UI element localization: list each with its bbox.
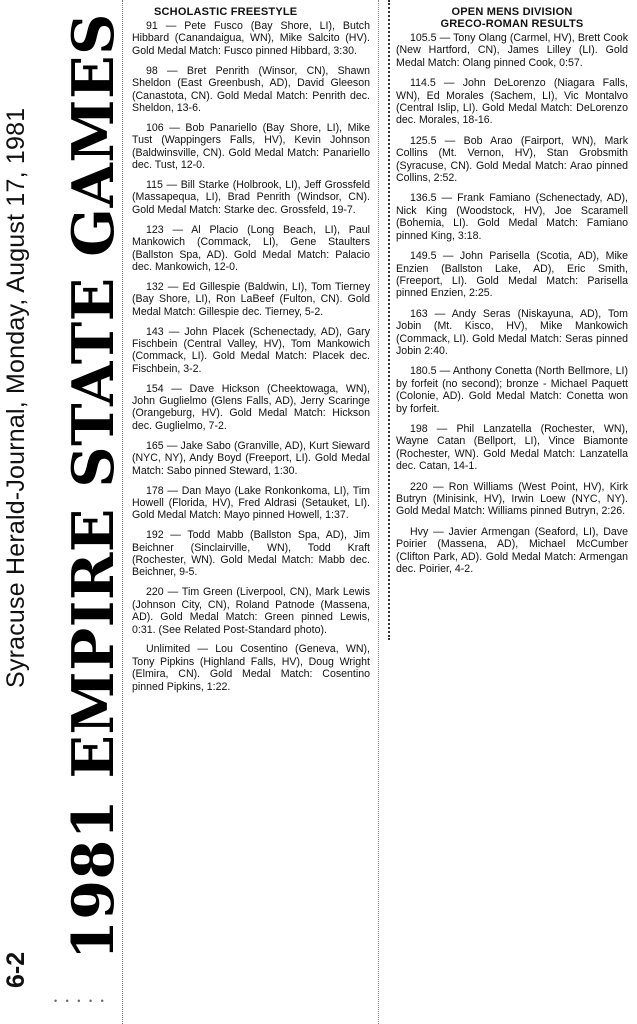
result-entry: 125.5 — Bob Arao (Fairport, WN), Mark Collins (Mt. Vernon, HV), Stan Grobsmith (Syracuse, CN). Gold Medal Match: Arao pinned Collins, 2:52. [396, 134, 628, 185]
result-entry: 178 — Dan Mayo (Lake Ronkonkoma, LI), Tim Howell (Florida, HV), Fred Aldrasi (Setauket, LI). Gold Medal Match: Mayo pinned Howell, 1:37. [132, 484, 370, 522]
result-entry: 154 — Dave Hickson (Cheektowaga, WN), John Guglielmo (Glens Falls, AD), Jerry Scaringe (Orangeburg, HV). Gold Medal Match: Hickson dec. Guglielmo, 7-2. [132, 382, 370, 432]
sidebar [0, 0, 128, 1024]
column-rule-left [122, 0, 123, 1024]
publication-dateline: Syracuse Herald-Journal, Monday, August 17, 1981 [2, 107, 30, 688]
result-entry: 220 — Ron Williams (West Point, HV), Kirk Butryn (Minisink, HV), Irwin Loew (NYC, NY). Gold Medal Match: Williams pinned Butryn, 2:26. [396, 480, 628, 518]
headline-strip [60, 13, 130, 960]
result-entry: 180.5 — Anthony Conetta (North Bellmore, LI) by forfeit (no second); bronze - Michael Paquett (Colonie, AD). Gold Medal Match: Conetta won by forfeit. [396, 365, 628, 415]
bottom-marks: • • • • • [54, 996, 107, 1006]
result-entry: 115 — Bill Starke (Holbrook, LI), Jeff Grossfeld (Massapequa, LI), Brad Penrith (Windsor, CN). Gold Medal Match: Starke dec. Grossfeld, 19-7. [132, 178, 370, 216]
open-mens-heading-line2: GRECO-ROMAN RESULTS [440, 18, 584, 30]
result-entry: 143 — John Placek (Schenectady, AD), Gary Fischbein (Central Valley, HV), Tom Mankowich (Commack, LI). Gold Medal Match: Placek dec. Fischbein, 3-2. [132, 325, 370, 375]
column-rule-middle [378, 0, 379, 1024]
page-number: 6-2 [2, 951, 30, 988]
headline: 1981 EMPIRE STATE GAMES [60, 13, 127, 960]
scholastic-heading: SCHOLASTIC FREESTYLE [154, 6, 298, 18]
open-mens-heading [396, 6, 628, 30]
result-entry: 132 — Ed Gillespie (Baldwin, LI), Tom Tierney (Bay Shore, LI), Ron LaBeef (Fulton, CN). Gold Medal Match: Gillespie dec. Tierney, 5-2. [132, 280, 370, 318]
result-entry: 149.5 — John Parisella (Scotia, AD), Mike Enzien (Ballston Lake, AD), Eric Smith, (Freeport, LI). Gold Medal Match: Parisella pinned Enzien, 2:25. [396, 250, 628, 300]
result-entry: 192 — Todd Mabb (Ballston Spa, AD), Jim Beichner (Sinclairville, WN), Todd Kraft (Rochester, WN). Gold Medal Match: Mabb dec. Beichner, 9-5. [132, 529, 370, 579]
result-entry: 123 — Al Placio (Long Beach, LI), Paul Mankowich (Commack, LI), Gene Staulters (Ballston Spa, AD). Gold Medal Match: Palacio dec. Mankowich, 12-0. [132, 223, 370, 273]
open-mens-heading-line1: OPEN MENS DIVISION [451, 6, 573, 18]
result-entry: 165 — Jake Sabo (Granville, AD), Kurt Sieward (NYC, NY), Andy Boyd (Freeport, LI). Gold Medal Match: Sabo pinned Steward, 1:30. [132, 439, 370, 477]
result-entry: 98 — Bret Penrith (Winsor, CN), Shawn Sheldon (East Greenbush, AD), David Gleeson (Canastota, CN). Gold Medal Match: Penrith dec. Sheldon, 13-6. [132, 64, 370, 114]
result-entry: 106 — Bob Panariello (Bay Shore, LI), Mike Tust (Wappingers Falls, HV), Kevin Johnson (Baldwinsville, CN). Gold Medal Match: Panariello dec. Tust, 12-0. [132, 121, 370, 172]
result-entry: 220 — Tim Green (Liverpool, CN), Mark Lewis (Johnson City, CN), Roland Patnode (Massena, AD). Gold Medal Match: Green pinned Lewis, 0:31. (See Related Post-Standard photo). [132, 586, 370, 636]
result-entry: Hvy — Javier Armengan (Seaford, LI), Dave Poirier (Massena, AD), Michael McCumber (Clifton Park, AD). Gold Medal Match: Armengan dec. Poirier, 4-2. [396, 525, 628, 576]
result-entry: 136.5 — Frank Famiano (Schenectady, AD), Nick King (Woodstock, HV), Joe Scaramell (Bohemia, LI). Gold Medal Match: Famiano pinned King, 3:18. [396, 192, 628, 242]
column-rule-marker [388, 0, 390, 640]
result-entry: 114.5 — John DeLorenzo (Niagara Falls, WN), Ed Morales (Sachem, LI), Vic Montalvo (Central Islip, LI). Gold Medal Match: DeLorenzo dec. Morales, 18-16. [396, 77, 628, 127]
result-entry: Unlimited — Lou Cosentino (Geneva, WN), Tony Pipkins (Highland Falls, HV), Doug Wright (Elmira, CN). Gold Medal Match: Cosentino pinned Pipkins, 1:22. [132, 643, 370, 693]
open-mens-column [396, 6, 628, 583]
result-entry: 105.5 — Tony Olang (Carmel, HV), Brett Cook (New Hartford, CN), James Lilley (LI). Gold Medal Match: Olang pinned Cook, 0:57. [396, 32, 628, 69]
result-entry: 91 — Pete Fusco (Bay Shore, LI), Butch Hibbard (Canandaigua, WN), Mike Salcito (HV). Gold Medal Match: Fusco pinned Hibbard, 3:30. [132, 20, 370, 57]
scholastic-freestyle-column [132, 6, 370, 701]
result-entry: 163 — Andy Seras (Niskayuna, AD), Tom Jobin (Mt. Kisco, HV), Mike Mankowich (Commack, LI). Gold Medal Match: Seras pinned Jobin 2:40. [396, 307, 628, 357]
dateline-strip [0, 0, 40, 1024]
result-entry: 198 — Phil Lanzatella (Rochester, WN), Wayne Catan (Bellport, LI), Vince Biamonte (Rochester, WN). Gold Medal Match: Lanzatella dec. Catan, 14-1. [396, 422, 628, 473]
